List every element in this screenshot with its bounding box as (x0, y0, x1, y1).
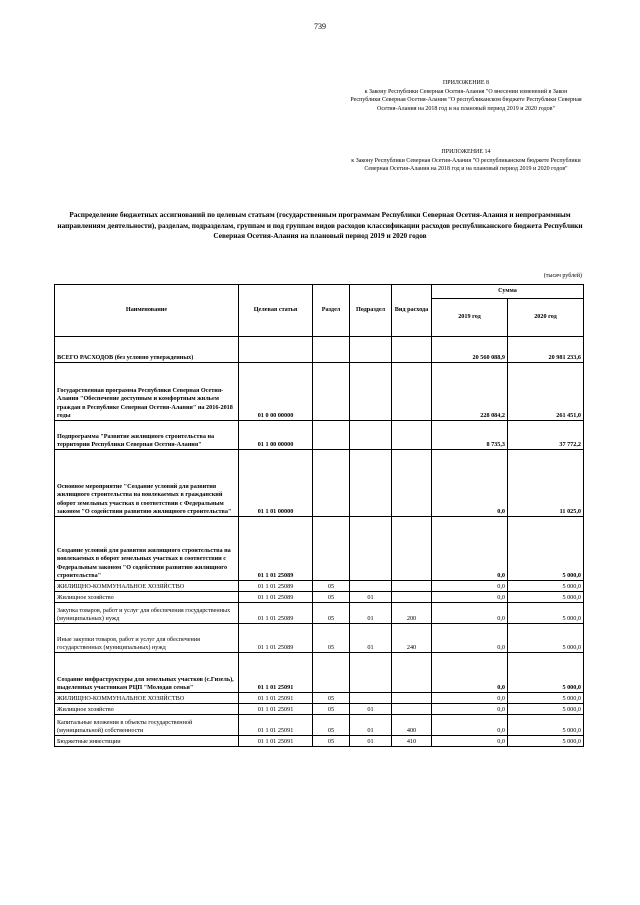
cell-name: Государственная программа Республики Северная Осетия-Алания "Обеспечение доступным и комфортным жильем граждан в Республике Северная Осетия-Алания" на 2016-2018 годы (55, 363, 239, 421)
cell-2019: 0,0 (432, 704, 508, 715)
cell-name: ВСЕГО РАСХОДОВ (без условно утвержденных) (55, 337, 239, 363)
cell-section: 05 (313, 736, 350, 747)
cell-expense-type (392, 337, 432, 363)
table-row (55, 603, 584, 624)
page-number: 739 (314, 22, 326, 31)
cell-2020: 5 000,0 (508, 653, 584, 693)
cell-section: 05 (313, 715, 350, 736)
cell-target-article: 01 1 00 00000 (239, 421, 313, 450)
table-row (55, 715, 584, 736)
cell-target-article: 01 1 01 25089 (239, 592, 313, 603)
appendix-8-title: ПРИЛОЖЕНИЕ 8 (442, 80, 490, 86)
appendix-14-text: к Закону Республики Северная Осетия-Алания "О республиканском бюджете Республики Северная Осетия-Алания на 2018 год и на плановый период 2019 и 2020 годов" (351, 157, 581, 173)
cell-section: 05 (313, 624, 350, 653)
table-row (55, 704, 584, 715)
cell-expense-type (392, 517, 432, 581)
cell-2020: 5 000,0 (508, 581, 584, 592)
header-sum: Сумма (432, 285, 584, 299)
cell-subsection (350, 363, 392, 421)
cell-target-article: 01 1 01 25089 (239, 581, 313, 592)
cell-name: Подпрограмма "Развитие жилищного строительства на территории Республики Северная Осетия-Алания" (55, 421, 239, 450)
cell-2019: 8 735,3 (432, 421, 508, 450)
appendix-14-header (350, 148, 582, 174)
header-name: Наименование (55, 285, 239, 337)
table-row (55, 624, 584, 653)
cell-expense-type: 200 (392, 603, 432, 624)
table-row (55, 337, 584, 363)
cell-expense-type (392, 421, 432, 450)
cell-section: 05 (313, 693, 350, 704)
cell-2019: 0,0 (432, 581, 508, 592)
cell-name: Жилищное хозяйство (55, 704, 239, 715)
cell-name: ЖИЛИЩНО-КОММУНАЛЬНОЕ ХОЗЯЙСТВО (55, 693, 239, 704)
cell-2020: 37 772,2 (508, 421, 584, 450)
cell-name: Капитальные вложения в объекты государственной (муниципальной) собственности (55, 715, 239, 736)
cell-expense-type (392, 450, 432, 517)
cell-name: ЖИЛИЩНО-КОММУНАЛЬНОЕ ХОЗЯЙСТВО (55, 581, 239, 592)
header-2019: 2019 год (432, 299, 508, 337)
cell-2019: 0,0 (432, 653, 508, 693)
appendix-8-text: к Закону Республики Северная Осетия-Алания "О внесении изменений в Закон Республики Северная Осетия-Алания "О республиканском бюджете Республики Северная Осетия-Алания на 2018 год и на плановый период 2019 и 2020 годов" (350, 88, 582, 112)
cell-subsection: 01 (350, 603, 392, 624)
cell-expense-type: 410 (392, 736, 432, 747)
cell-2019: 0,0 (432, 736, 508, 747)
cell-section: 05 (313, 704, 350, 715)
cell-name: Бюджетные инвестиции (55, 736, 239, 747)
cell-2019: 0,0 (432, 624, 508, 653)
table-row (55, 653, 584, 693)
cell-section (313, 653, 350, 693)
cell-name: Жилищное хозяйство (55, 592, 239, 603)
table-row (55, 581, 584, 592)
cell-target-article: 01 0 00 00000 (239, 363, 313, 421)
cell-expense-type (392, 653, 432, 693)
cell-target-article: 01 1 01 25091 (239, 693, 313, 704)
cell-section: 05 (313, 603, 350, 624)
cell-2020: 11 025,0 (508, 450, 584, 517)
cell-2019: 20 560 088,9 (432, 337, 508, 363)
table-row (55, 693, 584, 704)
cell-expense-type (392, 592, 432, 603)
cell-2019: 0,0 (432, 517, 508, 581)
cell-subsection: 01 (350, 715, 392, 736)
cell-2019: 0,0 (432, 715, 508, 736)
cell-subsection: 01 (350, 736, 392, 747)
header-subsection: Подраздел (350, 285, 392, 337)
cell-expense-type (392, 704, 432, 715)
cell-2020: 5 000,0 (508, 704, 584, 715)
table-row (55, 736, 584, 747)
cell-2020: 5 000,0 (508, 592, 584, 603)
cell-2020: 20 981 233,6 (508, 337, 584, 363)
cell-subsection (350, 337, 392, 363)
cell-name: Закупка товаров, работ и услуг для обеспечения государственных (муниципальных) нужд (55, 603, 239, 624)
cell-2020: 5 000,0 (508, 603, 584, 624)
table-row (55, 517, 584, 581)
budget-table (54, 284, 584, 747)
cell-2019: 0,0 (432, 450, 508, 517)
cell-2019: 228 084,2 (432, 363, 508, 421)
cell-subsection (350, 517, 392, 581)
cell-subsection (350, 450, 392, 517)
appendix-14-title: ПРИЛОЖЕНИЕ 14 (441, 149, 491, 155)
cell-2020: 5 000,0 (508, 715, 584, 736)
cell-target-article: 01 1 01 25091 (239, 704, 313, 715)
cell-section (313, 517, 350, 581)
cell-2019: 0,0 (432, 592, 508, 603)
header-expense-type: Вид расхода (392, 285, 432, 337)
cell-target-article: 01 1 01 25091 (239, 736, 313, 747)
cell-name: Создание условий для развития жилищного строительства на вовлекаемых в оборот земельных участках в соответствии с Федеральным законом "О содействии развитию жилищного строительства" (55, 517, 239, 581)
table-row (55, 363, 584, 421)
header-target-article: Целевая статья (239, 285, 313, 337)
cell-name: Иные закупки товаров, работ и услуг для обеспечения государственных (муниципальных) нужд (55, 624, 239, 653)
cell-expense-type (392, 363, 432, 421)
cell-section (313, 421, 350, 450)
cell-section (313, 450, 350, 517)
units-label: (тысяч рублей) (543, 273, 582, 279)
cell-name: Создание инфраструктуры для земельных участков (с.Гизель), выделенных участникам РЦП "Молодая семья" (55, 653, 239, 693)
table-row (55, 450, 584, 517)
cell-target-article: 01 1 01 00000 (239, 450, 313, 517)
cell-subsection: 01 (350, 624, 392, 653)
cell-subsection (350, 581, 392, 592)
cell-2020: 5 000,0 (508, 517, 584, 581)
cell-2020: 261 451,0 (508, 363, 584, 421)
cell-expense-type (392, 581, 432, 592)
cell-target-article: 01 1 01 25091 (239, 653, 313, 693)
cell-target-article: 01 1 01 25089 (239, 624, 313, 653)
cell-2020: 5 000,0 (508, 693, 584, 704)
header-section: Раздел (313, 285, 350, 337)
cell-expense-type: 400 (392, 715, 432, 736)
appendix-8-header (350, 79, 582, 113)
cell-section: 05 (313, 581, 350, 592)
cell-target-article: 01 1 01 25089 (239, 603, 313, 624)
header-2020: 2020 год (508, 299, 584, 337)
cell-target-article: 01 1 01 25091 (239, 715, 313, 736)
cell-expense-type (392, 693, 432, 704)
cell-expense-type: 240 (392, 624, 432, 653)
cell-subsection: 01 (350, 704, 392, 715)
cell-subsection (350, 653, 392, 693)
document-title: Распределение бюджетных ассигнований по целевым статьям (государственным программам Республики Северная Осетия-Алания и непрограммным направлениям деятельности), разделам, подразделам, группам и под группам видов расходов классификации расходов республиканского бюджета Республики Северная Осетия-Алания на плановый период 2019 и 2020 годов (57, 210, 583, 240)
cell-section (313, 337, 350, 363)
cell-2020: 5 000,0 (508, 624, 584, 653)
cell-name: Основное мероприятие "Создание условий для развития жилищного строительства на вовлекаемых в гражданский оборот земельных участках в соответствии с Федеральным законом "О содействии развитию жилищного строительства" (55, 450, 239, 517)
table-row (55, 421, 584, 450)
cell-2019: 0,0 (432, 693, 508, 704)
cell-subsection: 01 (350, 592, 392, 603)
table-row (55, 592, 584, 603)
cell-target-article: 01 1 01 25089 (239, 517, 313, 581)
cell-section: 05 (313, 592, 350, 603)
cell-2020: 5 000,0 (508, 736, 584, 747)
cell-section (313, 363, 350, 421)
cell-target-article (239, 337, 313, 363)
cell-2019: 0,0 (432, 603, 508, 624)
cell-subsection (350, 421, 392, 450)
cell-subsection (350, 693, 392, 704)
